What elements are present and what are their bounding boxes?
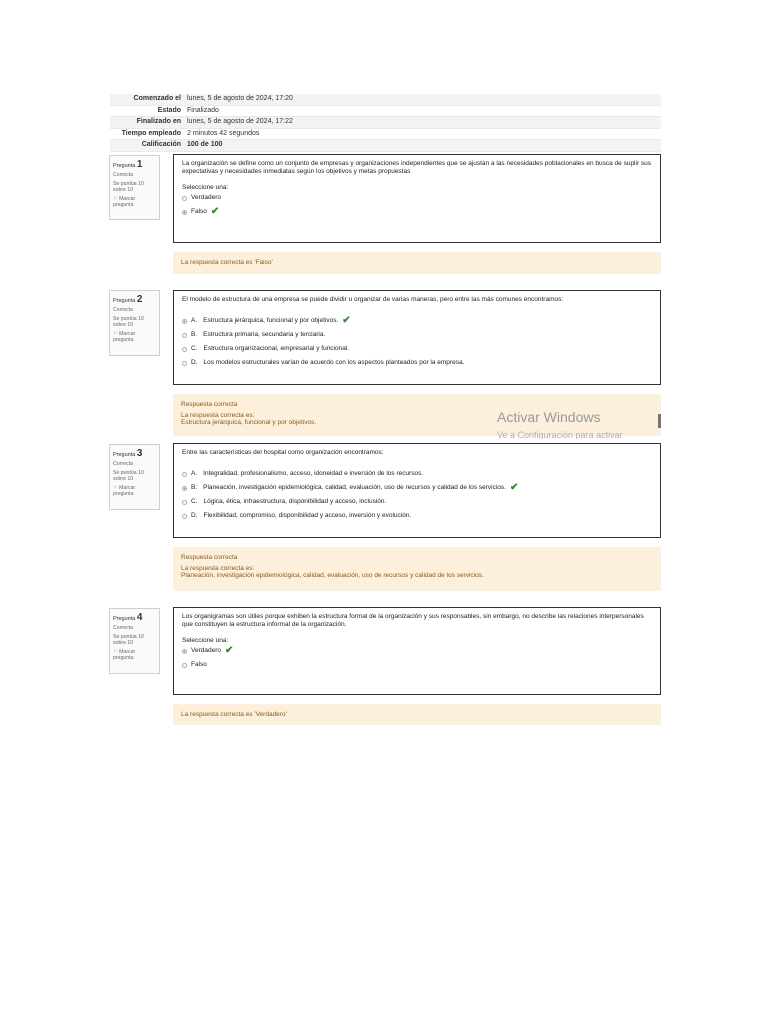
- flag-question-link[interactable]: [113, 649, 156, 661]
- windows-activation-subtitle: Ve a Configuración para activar: [497, 430, 623, 439]
- question-marks: Se puntúa 10 sobre 10: [113, 470, 144, 482]
- question-number: 4: [136, 612, 143, 623]
- summary-label: Estado: [157, 106, 181, 114]
- select-prompt: Seleccione una:: [182, 184, 229, 191]
- summary-value: lunes, 5 de agosto de 2024, 17:20: [187, 95, 293, 102]
- summary-label: Comenzado el: [133, 95, 181, 102]
- radio-button[interactable]: [182, 347, 187, 352]
- checkmark-icon: ✔: [210, 206, 220, 217]
- question-text: El modelo de estructura de una empresa se puede dividir u organizar de varias maneras, pero entre las más comunes encontramos:: [182, 296, 564, 303]
- flag-question-link[interactable]: [113, 196, 156, 208]
- summary-label: Finalizado en: [136, 118, 181, 125]
- question-number: 2: [136, 294, 143, 305]
- summary-value: lunes, 5 de agosto de 2024, 17:22: [187, 118, 293, 125]
- flag-icon: ⚐: [113, 331, 118, 337]
- correct-answer-text: Estructura jerárquica, funcional y por objetivos.: [181, 419, 317, 426]
- flag-label: Marcar pregunta: [113, 196, 136, 208]
- question-text: Los organigramas son útiles porque exhiben la estructura formal de la organización y sus responsables, sin embargo, no describe las relaciones interpersonales que constituyen la estructura informal de la organización.: [182, 613, 644, 628]
- summary-label: Tiempo empleado: [121, 129, 181, 137]
- answer-option[interactable]: [182, 658, 652, 672]
- question-state: Correcta: [113, 625, 133, 631]
- radio-button[interactable]: [182, 472, 187, 477]
- feedback-panel-3: [173, 547, 661, 591]
- answer-option[interactable]: [182, 481, 652, 495]
- radio-button[interactable]: [182, 500, 187, 505]
- question-word: Pregunta: [113, 616, 136, 622]
- feedback-title: Respuesta correcta: [181, 401, 238, 408]
- option-label: Estructura primaria, secundaria y terciaria.: [203, 331, 326, 338]
- flag-label: Marcar pregunta: [113, 485, 136, 497]
- feedback-text: La respuesta correcta es 'Falso': [181, 259, 273, 266]
- answer-option[interactable]: [182, 205, 652, 219]
- option-label: Flexibilidad, compromiso, disponibilidad y acceso, inversión y evolución.: [203, 512, 412, 519]
- option-letter: A.: [191, 470, 198, 477]
- flag-icon: ⚐: [113, 649, 118, 655]
- summary-value: 2 minutos 42 segundos: [187, 129, 260, 137]
- feedback-panel-1: [173, 252, 661, 274]
- answer-option[interactable]: [182, 467, 652, 481]
- question-marks: Se puntúa 10 sobre 10: [113, 316, 144, 328]
- option-label: Verdadero: [191, 647, 221, 654]
- question-word: Pregunta: [113, 452, 136, 458]
- checkmark-icon: ✔: [342, 315, 351, 326]
- summary-label: Calificación: [141, 141, 181, 148]
- answer-option[interactable]: [182, 314, 652, 328]
- answer-option[interactable]: [182, 495, 652, 509]
- option-letter: C.: [191, 498, 198, 505]
- select-prompt: Seleccione una:: [182, 637, 229, 644]
- question-info-4: [109, 608, 160, 674]
- question-marks: Se puntúa 10 sobre 10: [113, 181, 144, 193]
- question-info-1: [109, 155, 160, 220]
- radio-button[interactable]: [182, 486, 187, 491]
- radio-button[interactable]: [182, 319, 187, 324]
- question-word: Pregunta: [113, 163, 136, 169]
- question-box-2: [173, 290, 661, 385]
- option-label: Verdadero: [191, 194, 221, 201]
- flag-question-link[interactable]: [113, 331, 156, 343]
- option-label: Planeación, investigación epidemiológica, calidad, evaluación, uso de recursos y calidad de los servicios.: [203, 484, 506, 491]
- question-text: Entre las características del hospital como organización encontramos:: [182, 449, 384, 456]
- question-info-3: [109, 444, 160, 510]
- option-letter: D.: [191, 359, 198, 366]
- question-box-4: [173, 607, 661, 695]
- answer-option[interactable]: [182, 191, 652, 205]
- question-state: Correcta: [113, 461, 133, 467]
- summary-value: 100 de 100: [187, 141, 223, 148]
- question-number: 3: [136, 448, 143, 459]
- question-state: Correcta: [113, 172, 133, 178]
- radio-button[interactable]: [182, 333, 187, 338]
- flag-question-link[interactable]: [113, 485, 156, 497]
- question-word: Pregunta: [113, 298, 136, 304]
- option-letter: B.: [191, 484, 198, 491]
- option-label: Integralidad, profesionalismo, acceso, idoneidad e inversión de los recursos.: [203, 470, 424, 477]
- feedback-line: La respuesta correcta es:: [181, 411, 255, 419]
- scroll-marker: [658, 414, 661, 428]
- flag-icon: ⚐: [113, 485, 118, 491]
- answer-option[interactable]: [182, 509, 652, 523]
- feedback-panel-4: [173, 704, 661, 725]
- question-state: Correcta: [113, 307, 133, 313]
- question-info-2: [109, 290, 160, 356]
- feedback-line: La respuesta correcta es:: [181, 564, 255, 572]
- radio-button[interactable]: [182, 663, 187, 668]
- option-letter: B.: [191, 331, 198, 338]
- option-label: Falso: [191, 208, 207, 215]
- feedback-text: La respuesta correcta es 'Verdadero': [181, 711, 287, 718]
- radio-button[interactable]: [182, 514, 187, 519]
- summary-row-started: [110, 94, 661, 106]
- answer-option[interactable]: [182, 328, 652, 342]
- question-marks: Se puntúa 10 sobre 10: [113, 634, 144, 646]
- option-label: Falso: [191, 661, 207, 668]
- radio-button[interactable]: [182, 210, 187, 215]
- answer-option[interactable]: [182, 342, 652, 356]
- option-label: Estructura organizacional, empresarial y funcional.: [203, 345, 350, 352]
- summary-row-state: [110, 106, 661, 118]
- option-letter: D.: [191, 512, 198, 519]
- option-letter: C.: [191, 345, 198, 352]
- option-label: Lógica, ética, infraestructura, disponibilidad y acceso, inclusión.: [203, 498, 387, 505]
- question-box-1: [173, 154, 661, 243]
- windows-activation-watermark: Activar Windows: [497, 409, 601, 425]
- radio-button[interactable]: [182, 196, 187, 201]
- radio-button[interactable]: [182, 361, 187, 366]
- attempt-summary-table: [110, 94, 661, 152]
- question-box-3: [173, 443, 661, 538]
- option-letter: A.: [191, 317, 198, 324]
- summary-row-time: [110, 129, 661, 141]
- question-text: La organización se define como un conjunto de empresas y organizaciones independientes que se ajustan a las necesidades poblacionales en busca de suplir sus expectativas y necesidades inmediatas según los objetivos y metas propuestas: [182, 160, 652, 175]
- checkmark-icon: ✔: [225, 645, 234, 656]
- question-number: 1: [136, 159, 143, 170]
- summary-row-grade: [110, 140, 661, 152]
- summary-row-finished: [110, 117, 661, 129]
- flag-label: Marcar pregunta: [113, 331, 136, 343]
- flag-icon: ⚐: [113, 196, 118, 202]
- option-label: Estructura jerárquica, funcional y por objetivos.: [203, 317, 339, 324]
- summary-value: Finalizado: [187, 106, 219, 114]
- flag-label: Marcar pregunta: [113, 649, 136, 661]
- answer-option[interactable]: [182, 356, 652, 370]
- radio-button[interactable]: [182, 649, 187, 654]
- feedback-title: Respuesta correcta: [181, 554, 238, 561]
- option-label: Los modelos estructurales varían de acuerdo con los aspectos planteados por la empresa.: [203, 359, 465, 366]
- checkmark-icon: ✔: [509, 482, 519, 493]
- answer-option[interactable]: [182, 644, 652, 658]
- correct-answer-text: Planeación, investigación epidemiológica, calidad, evaluación, uso de recursos y calidad de los servicios.: [181, 572, 484, 579]
